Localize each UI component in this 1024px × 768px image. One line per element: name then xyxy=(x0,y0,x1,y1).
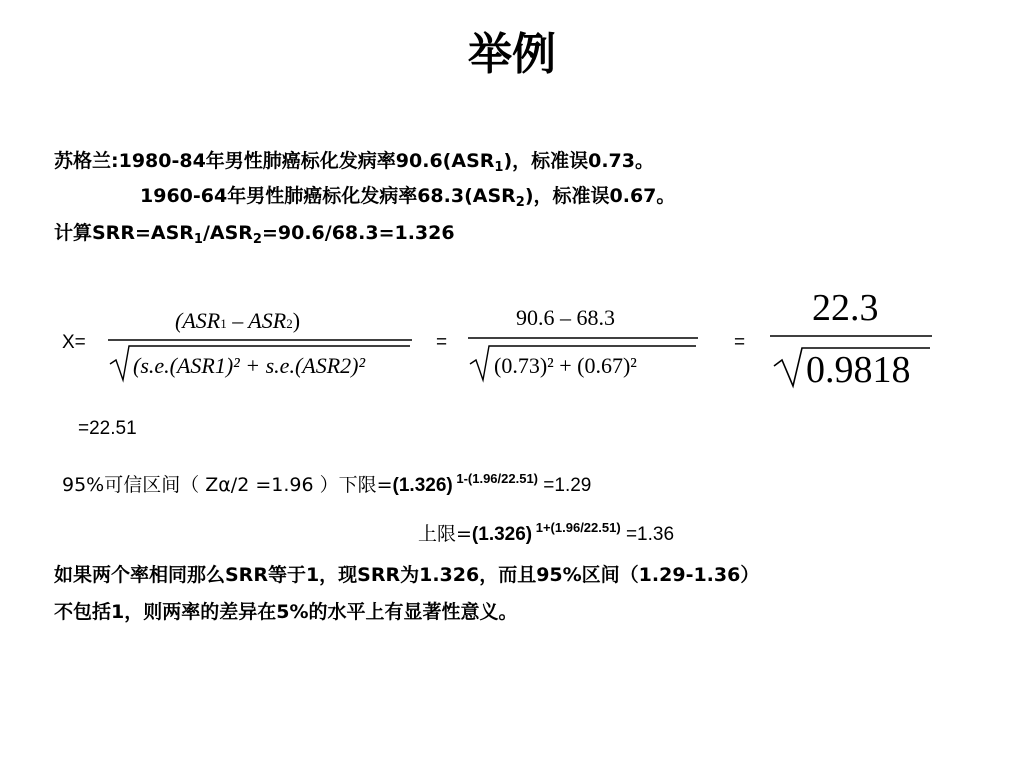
fraction3-numerator: 22.3 xyxy=(812,287,879,329)
line-scotland-1960: 1960-64年男性肺癌标化发病率$68.3(ASR_2)$，标准误0.67。 xyxy=(140,185,676,210)
conclusion-line-2: 不包括1，则两率的差异在5%的水平上有显著性意义。 xyxy=(54,601,518,623)
ci-upper-line: 上限=(1.326) $^{1+(1.96/22.51)}$ =1.36 xyxy=(418,520,675,545)
formula-eq1: = xyxy=(436,332,448,353)
ci-lower-line: 95%可信区间（ Zα/2 =1.96 ）下限=(1.326) $^{1-(1.96/22.51)}$ =1.29 xyxy=(62,471,592,496)
result-value: =22.51 xyxy=(78,418,137,439)
slide-title: 举例 xyxy=(468,29,556,80)
fraction1-denominator: (s.e.(ASR1)² + s.e.(ASR2)² xyxy=(133,353,366,378)
fraction3-denominator: 0.9818 xyxy=(806,349,911,391)
formula-block xyxy=(0,270,1024,400)
fraction1-numerator: (ASR1 – ASR2) xyxy=(175,308,301,333)
fraction2-numerator: 90.6 – 68.3 xyxy=(516,305,615,330)
formula-eq2: = xyxy=(734,332,746,353)
conclusion-line-1: 如果两个率相同那么SRR等于1，现SRR为1.326，而且95%区间（1.29-1.36） xyxy=(54,564,760,586)
fraction2-denominator: (0.73)² + (0.67)² xyxy=(494,353,637,378)
line-srr-calc: 计算$SRR=ASR_1/ASR_2=90.6/68.3=1.326$ xyxy=(54,222,455,247)
line-scotland-1980: 苏格兰:1980-84年男性肺癌标化发病率$90.6(ASR_1)$，标准误0.73。 xyxy=(54,150,654,175)
formula-lhs: X= xyxy=(62,332,86,353)
